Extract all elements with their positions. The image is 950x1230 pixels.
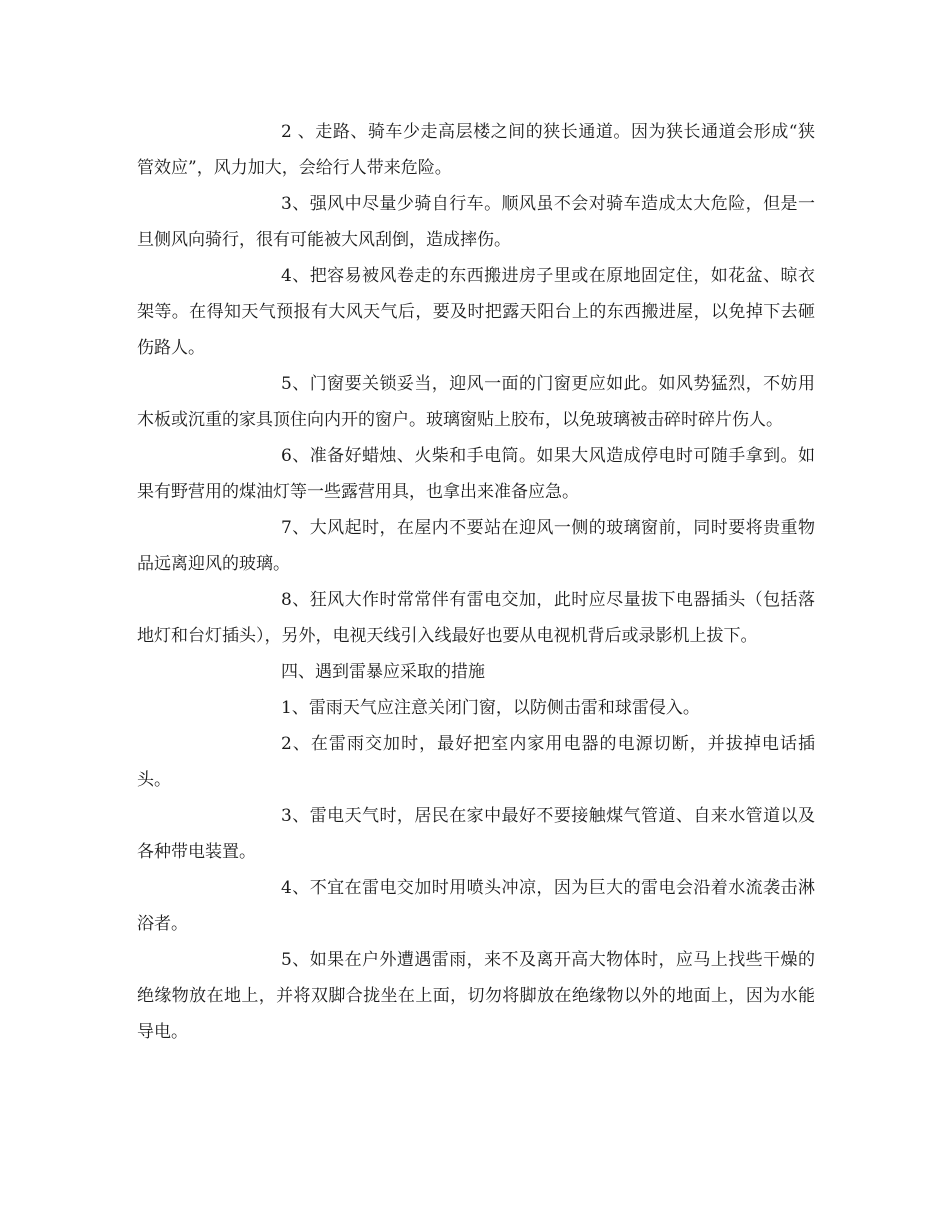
- paragraph-item-2: 2 、走路、骑车少走高层楼之间的狭长通道。因为狭长通道会形成“狭管效应”，风力加大，会给行人带来危险。: [137, 122, 815, 178]
- thunder-item-1: 1、雷雨天气应注意关闭门窗，以防侧击雷和球雷侵入。: [281, 698, 700, 718]
- thunder-item-3: 3、雷电天气时，居民在家中最好不要接触煤气管道、自来水管道以及各种带电装置。: [137, 806, 815, 862]
- paragraph-item-4: 4、把容易被风卷走的东西搬进房子里或在原地固定住，如花盆、晾衣架等。在得知天气预报有大风天气后，要及时把露天阳台上的东西搬进屋，以免掉下去砸伤路人。: [137, 266, 815, 358]
- paragraph-item-7: 7、大风起时，在屋内不要站在迎风一侧的玻璃窗前，同时要将贵重物品远离迎风的玻璃。: [137, 518, 815, 574]
- paragraph-item-5: 5、门窗要关锁妥当，迎风一面的门窗更应如此。如风势猛烈，不妨用木板或沉重的家具顶住向内开的窗户。玻璃窗贴上胶布，以免玻璃被击碎时碎片伤人。: [137, 374, 815, 430]
- document-body: [137, 114, 815, 1050]
- thunder-item-2: 2、在雷雨交加时，最好把室内家用电器的电源切断，并拔掉电话插头。: [137, 734, 815, 790]
- paragraph-item-3: 3、强风中尽量少骑自行车。顺风虽不会对骑车造成太大危险，但是一旦侧风向骑行，很有可能被大风刮倒，造成摔伤。: [137, 194, 815, 250]
- paragraph-item-6: 6、准备好蜡烛、火柴和手电筒。如果大风造成停电时可随手拿到。如果有野营用的煤油灯等一些露营用具，也拿出来准备应急。: [137, 446, 815, 502]
- paragraph-item-8: 8、狂风大作时常常伴有雷电交加，此时应尽量拔下电器插头（包括落地灯和台灯插头），另外，电视天线引入线最好也要从电视机背后或录影机上拔下。: [137, 590, 815, 646]
- thunder-item-4: 4、不宜在雷电交加时用喷头冲凉，因为巨大的雷电会沿着水流袭击淋浴者。: [137, 878, 815, 934]
- section-heading-thunderstorm: 四、遇到雷暴应采取的措施: [281, 662, 485, 682]
- thunder-item-5: 5、如果在户外遭遇雷雨，来不及离开高大物体时，应马上找些干燥的绝缘物放在地上，并将双脚合拢坐在上面，切勿将脚放在绝缘物以外的地面上，因为水能导电。: [137, 950, 815, 1042]
